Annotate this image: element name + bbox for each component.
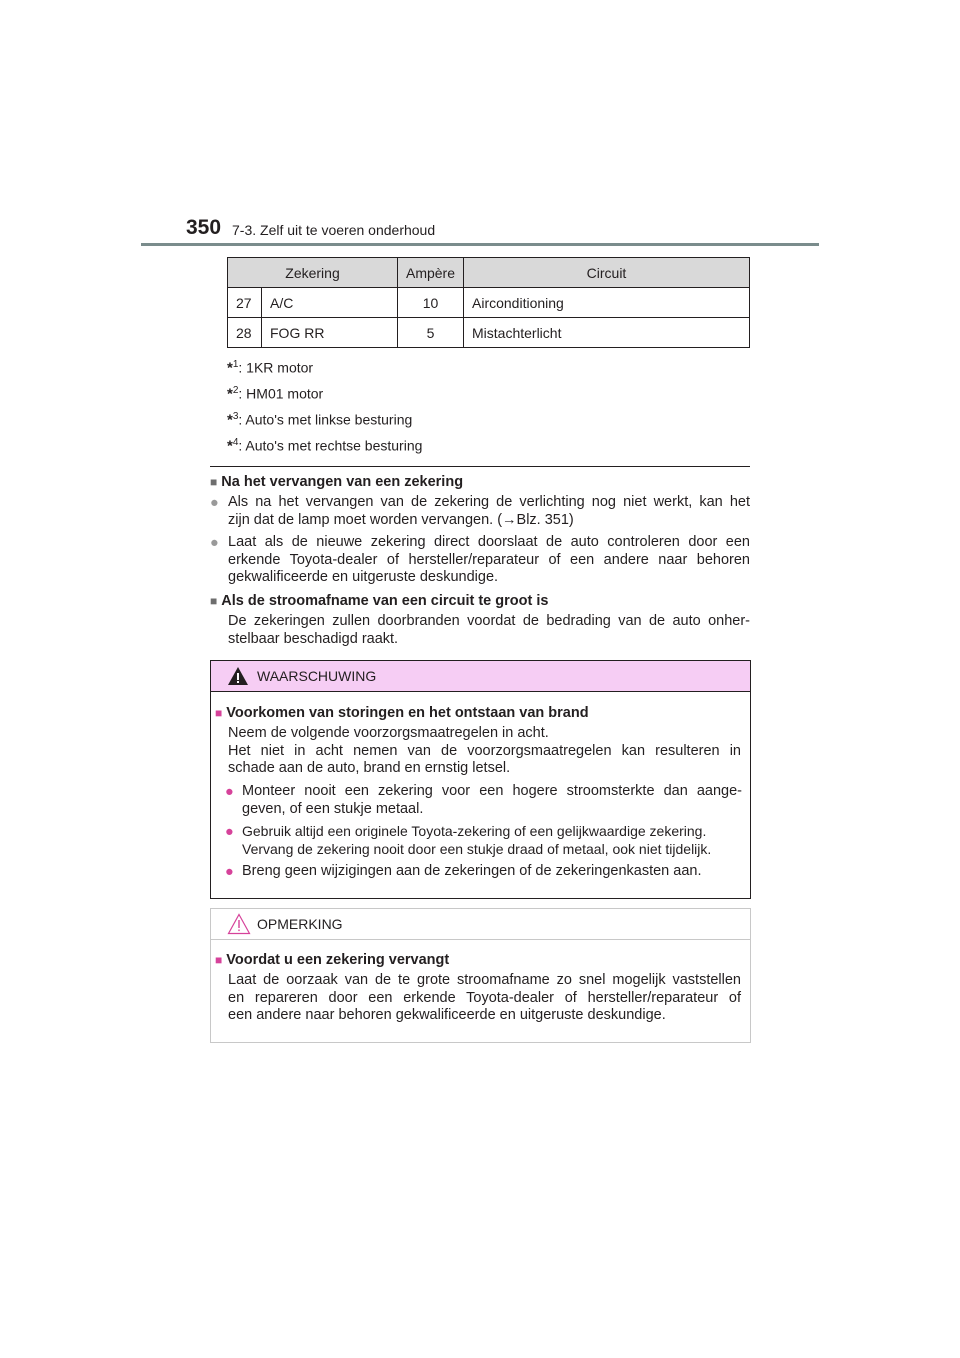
- footnote: *$^2$: HM01 motor: [227, 385, 324, 403]
- col-header-ampere: Ampère: [398, 258, 464, 288]
- square-bullet-icon: ■: [215, 706, 223, 720]
- fuse-ampere: 5: [398, 318, 464, 348]
- list-item: Als na het vervangen van de zekering de verlichting nog niet werkt, kan het zijn dat de lamp moet worden vervangen. (→Blz. 351): [228, 494, 750, 528]
- col-header-circuit: Circuit: [464, 258, 750, 288]
- header-rule: [141, 243, 819, 246]
- warning-header: [211, 661, 750, 692]
- fuse-number: 27: [228, 288, 262, 318]
- list-item: Laat als de nieuwe zekering direct doorslaat de auto controleren door een erkende Toyota-dealer of hersteller/reparateur of een andere naar behoren gekwalificeerde en uitgeruste deskundige.: [228, 534, 750, 585]
- list-item: Breng geen wijzigingen aan de zekeringen of de zekeringenkasten aan.: [242, 863, 702, 879]
- square-bullet-icon: ■: [210, 475, 218, 489]
- fuse-ampere: 10: [398, 288, 464, 318]
- bullet-icon: ●: [225, 824, 234, 840]
- col-header-zekering: Zekering: [228, 258, 398, 288]
- divider: [210, 466, 750, 467]
- subsection-heading: ■ Na het vervangen van een zekering: [210, 474, 464, 490]
- note-box: [210, 908, 751, 1043]
- bullet-icon: ●: [210, 495, 219, 511]
- warning-heading: ■ Voorkomen van storingen en het ontstaan van brand: [215, 705, 589, 721]
- note-heading: ■ Voordat u een zekering vervangt: [215, 952, 450, 968]
- fuse-name: FOG RR: [262, 318, 398, 348]
- note-label: OPMERKING: [257, 916, 343, 932]
- footnote: *$^3$: Auto's met linkse besturing: [227, 411, 413, 429]
- paragraph: De zekeringen zullen doorbranden voordat de bedrading van de auto onher- stelbaar beschadigd raakt.: [228, 613, 750, 647]
- subsection-heading: ■ Als de stroomafname van een circuit te groot is: [210, 593, 549, 609]
- caution-triangle-icon: [227, 913, 251, 940]
- warning-triangle-icon: [227, 666, 249, 691]
- footnote: *$^4$: Auto's met rechtse besturing: [227, 437, 423, 455]
- fuse-table: [227, 257, 750, 348]
- fuse-name: A/C: [262, 288, 398, 318]
- bullet-icon: ●: [210, 535, 219, 551]
- fuse-circuit: Mistachterlicht: [464, 318, 750, 348]
- bullet-icon: ●: [225, 864, 234, 880]
- square-bullet-icon: ■: [215, 953, 223, 967]
- table-header-row: [228, 258, 750, 288]
- table-row: [228, 318, 750, 348]
- warning-label: WAARSCHUWING: [257, 668, 377, 684]
- fuse-circuit: Airconditioning: [464, 288, 750, 318]
- warning-box: [210, 660, 751, 899]
- table-row: [228, 288, 750, 318]
- warning-intro: Neem de volgende voorzorgsmaatregelen in acht. Het niet in acht nemen van de voorzorgsmaatregelen kan resulteren in schade aan de auto, brand en ernstig letsel.: [228, 725, 741, 776]
- square-bullet-icon: ■: [210, 594, 218, 608]
- note-paragraph: Laat de oorzaak van de te grote stroomafname zo snel mogelijk vaststellen en repareren door een erkende Toyota-dealer of hersteller/reparateur of een andere naar behoren gekwalificeerde en uitgeruste deskundige.: [228, 972, 741, 1023]
- footnote: *$^1$: 1KR motor: [227, 359, 314, 377]
- fuse-number: 28: [228, 318, 262, 348]
- section-title: 7-3. Zelf uit te voeren onderhoud: [232, 222, 436, 238]
- page-number: 350: [186, 216, 222, 239]
- note-header: [211, 909, 750, 940]
- list-item: Gebruik altijd een originele Toyota-zekering of een gelijkwaardige zekering. Vervang de zekering nooit door een stukje draad of metaal, ook niet tijdelijk.: [242, 823, 712, 857]
- list-item: Monteer nooit een zekering voor een hogere stroomsterkte dan aange- geven, of een stukje metaal.: [242, 783, 742, 817]
- bullet-icon: ●: [225, 784, 234, 800]
